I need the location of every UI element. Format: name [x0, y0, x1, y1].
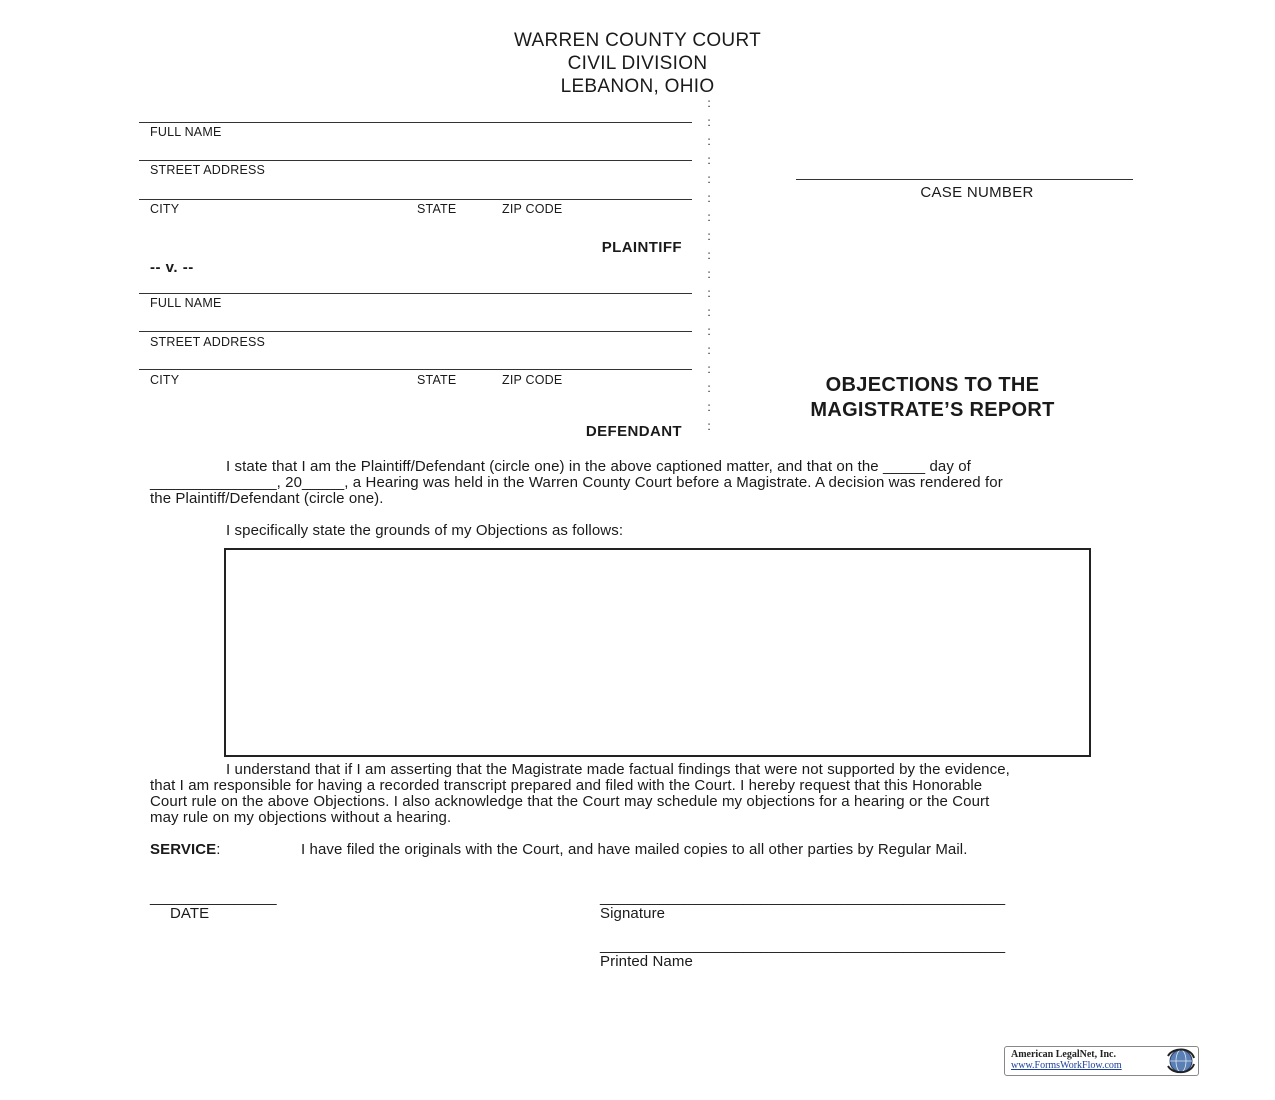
plaintiff-street-line[interactable] — [139, 160, 692, 161]
printed-name-label: Printed Name — [600, 953, 693, 970]
date-blank[interactable]: _______________ — [150, 889, 277, 906]
defendant-role-label: DEFENDANT — [585, 423, 682, 440]
divider-colon: : — [707, 400, 711, 414]
divider-colon: : — [707, 96, 711, 110]
defendant-street-line[interactable] — [139, 331, 692, 332]
divider-colon: : — [707, 153, 711, 167]
divider-colon: : — [707, 210, 711, 224]
plaintiff-name-line[interactable] — [139, 122, 692, 123]
date-label: DATE — [170, 905, 210, 922]
defendant-zip-label: ZIP CODE — [502, 373, 563, 387]
defendant-name-line[interactable] — [139, 293, 692, 294]
divider-colon: : — [707, 286, 711, 300]
plaintiff-city-label: CITY — [150, 202, 180, 216]
service-label: SERVICE — [150, 841, 217, 858]
divider-colon: : — [707, 134, 711, 148]
plaintiff-role-label: PLAINTIFF — [601, 239, 682, 256]
court-location: LEBANON, OHIO — [560, 76, 715, 97]
signature-blank[interactable]: ________________________________________________ — [600, 889, 1006, 906]
logo-company-name: American LegalNet, Inc. — [1011, 1049, 1116, 1060]
divider-colon: : — [707, 305, 711, 319]
statement-para-line2: _______________, 20_____, a Hearing was held in the Warren County Court before a Magistrate. A decision was rendered for — [150, 474, 1003, 491]
defendant-city-line[interactable] — [139, 369, 692, 370]
divider-colon: : — [707, 324, 711, 338]
divider-colon: : — [707, 248, 711, 262]
divider-colon: : — [707, 419, 711, 433]
plaintiff-zip-label: ZIP CODE — [502, 202, 563, 216]
divider-colon: : — [707, 267, 711, 281]
grounds-intro: I specifically state the grounds of my Objections as follows: — [226, 522, 624, 539]
divider-colon: : — [707, 362, 711, 376]
acknowledgment-para-line3: Court rule on the above Objections. I also acknowledge that the Court may schedule my objections for a hearing or the Court — [150, 793, 990, 810]
statement-para-line1: I state that I am the Plaintiff/Defendant (circle one) in the above captioned matter, and that on the _____ day of — [226, 458, 971, 475]
defendant-street-label: STREET ADDRESS — [150, 335, 266, 349]
logo-url-link[interactable]: www.FormsWorkFlow.com — [1011, 1060, 1122, 1071]
service-text: I have filed the originals with the Court, and have mailed copies to all other parties by Regular Mail. — [301, 841, 968, 858]
divider-colon: : — [707, 172, 711, 186]
court-name: WARREN COUNTY COURT — [513, 30, 762, 51]
defendant-full-name-label: FULL NAME — [150, 296, 222, 310]
acknowledgment-para-line2: that I am responsible for having a recorded transcript prepared and filed with the Court. I hereby request that this Honorable — [150, 777, 983, 794]
acknowledgment-para-line4: may rule on my objections without a hearing. — [150, 809, 452, 826]
divider-colon: : — [707, 229, 711, 243]
defendant-city-label: CITY — [150, 373, 180, 387]
objections-text-box[interactable] — [224, 548, 1091, 757]
defendant-state-label: STATE — [417, 373, 457, 387]
statement-para-line3: the Plaintiff/Defendant (circle one). — [150, 490, 384, 507]
globe-icon — [1165, 1048, 1195, 1074]
plaintiff-street-label: STREET ADDRESS — [150, 163, 266, 177]
case-number-line[interactable] — [796, 179, 1133, 180]
acknowledgment-para-line1: I understand that if I am asserting that the Magistrate made factual findings that were not supported by the evidence, — [226, 761, 1010, 778]
divider-colon: : — [707, 343, 711, 357]
plaintiff-state-label: STATE — [417, 202, 457, 216]
case-number-label: CASE NUMBER — [920, 184, 1034, 201]
plaintiff-full-name-label: FULL NAME — [150, 125, 222, 139]
versus-label: -- v. -- — [150, 259, 194, 276]
caption-divider — [704, 94, 714, 436]
american-legalnet-logo[interactable] — [1004, 1046, 1199, 1076]
form-title-line2: MAGISTRATE’S REPORT — [810, 399, 1055, 421]
signature-label: Signature — [600, 905, 666, 922]
printed-name-blank[interactable]: ________________________________________________ — [600, 937, 1006, 954]
service-heading — [150, 842, 221, 858]
divider-colon: : — [707, 115, 711, 129]
plaintiff-city-line[interactable] — [139, 199, 692, 200]
service-colon: : — [216, 841, 221, 858]
divider-colon: : — [707, 381, 711, 395]
divider-colon: : — [707, 191, 711, 205]
form-title-line1: OBJECTIONS TO THE — [825, 374, 1040, 396]
court-division: CIVIL DIVISION — [567, 53, 708, 74]
